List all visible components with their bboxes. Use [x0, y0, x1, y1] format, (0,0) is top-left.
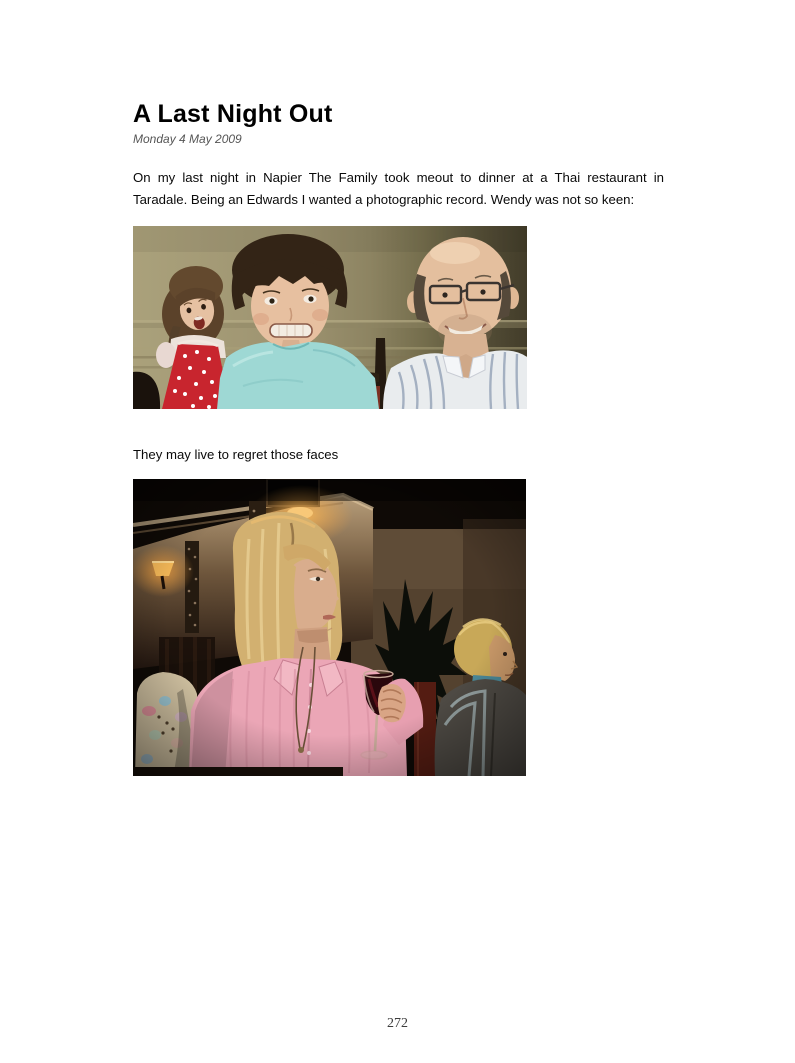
paragraph-line-2: Taradale. Being an Edwards I wanted a photographic record. Wendy was not so keen: — [133, 192, 635, 208]
page-title: A Last Night Out — [133, 100, 333, 128]
post-paragraph — [133, 167, 664, 212]
post-date: Monday 4 May 2009 — [133, 131, 242, 146]
page-number: 272 — [387, 1016, 408, 1031]
paragraph-line-1: On my last night in Napier The Family took meout to dinner at a Thai restaurant in — [133, 169, 664, 185]
photo-wendy-wine — [133, 479, 664, 776]
photo-family-dinner — [133, 226, 664, 409]
post-body — [133, 100, 664, 776]
photo-caption: They may live to regret those faces — [133, 446, 339, 462]
